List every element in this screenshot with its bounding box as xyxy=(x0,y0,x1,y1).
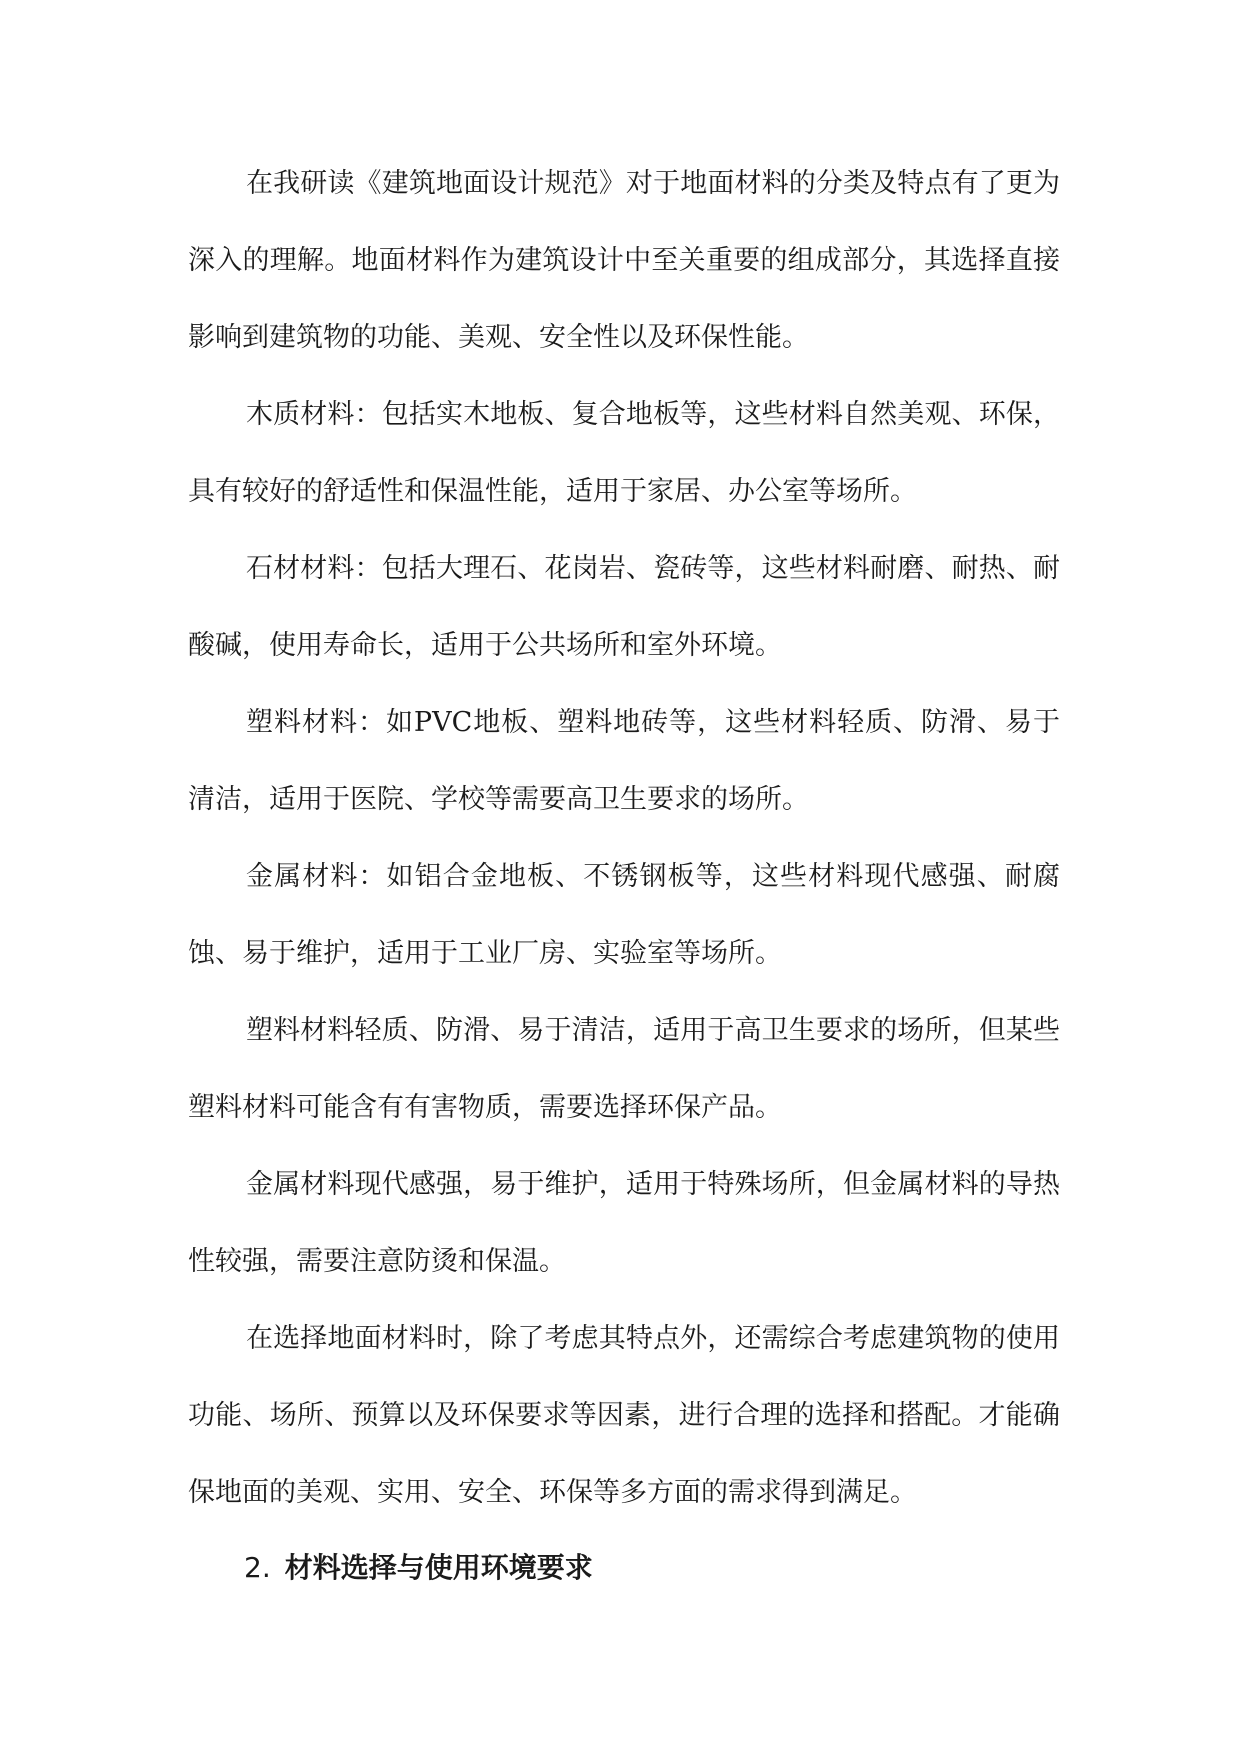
section-title: 材料选择与使用环境要求 xyxy=(284,1551,593,1584)
paragraph-wood-materials: 木质材料：包括实木地板、复合地板等，这些材料自然美观、环保，具有较好的舒适性和保温性能，适用于家居、办公室等场所。 xyxy=(188,399,1060,507)
body-text xyxy=(188,145,1060,1531)
section-number: 2. xyxy=(244,1551,271,1584)
paragraph-selection-summary: 在选择地面材料时，除了考虑其特点外，还需综合考虑建筑物的使用功能、场所、预算以及环保要求等因素，进行合理的选择和搭配。才能确保地面的美观、实用、安全、环保等多方面的需求得到满足。 xyxy=(188,1323,1060,1508)
paragraph-intro: 在我研读《建筑地面设计规范》对于地面材料的分类及特点有了更为深入的理解。地面材料作为建筑设计中至关重要的组成部分，其选择直接影响到建筑物的功能、美观、安全性以及环保性能。 xyxy=(188,168,1060,353)
section-heading xyxy=(244,1548,593,1588)
paragraph-metal-materials: 金属材料：如铝合金地板、不锈钢板等，这些材料现代感强、耐腐蚀、易于维护，适用于工业厂房、实验室等场所。 xyxy=(188,861,1060,969)
paragraph-plastic-materials: 塑料材料：如PVC地板、塑料地砖等，这些材料轻质、防滑、易于清洁，适用于医院、学校等需要高卫生要求的场所。 xyxy=(188,707,1060,815)
paragraph-metal-notes: 金属材料现代感强，易于维护，适用于特殊场所，但金属材料的导热性较强，需要注意防烫和保温。 xyxy=(188,1169,1060,1277)
paragraph-plastic-notes: 塑料材料轻质、防滑、易于清洁，适用于高卫生要求的场所，但某些塑料材料可能含有有害物质，需要选择环保产品。 xyxy=(188,1015,1060,1123)
paragraph-stone-materials: 石材材料：包括大理石、花岗岩、瓷砖等，这些材料耐磨、耐热、耐酸碱，使用寿命长，适用于公共场所和室外环境。 xyxy=(188,553,1060,661)
